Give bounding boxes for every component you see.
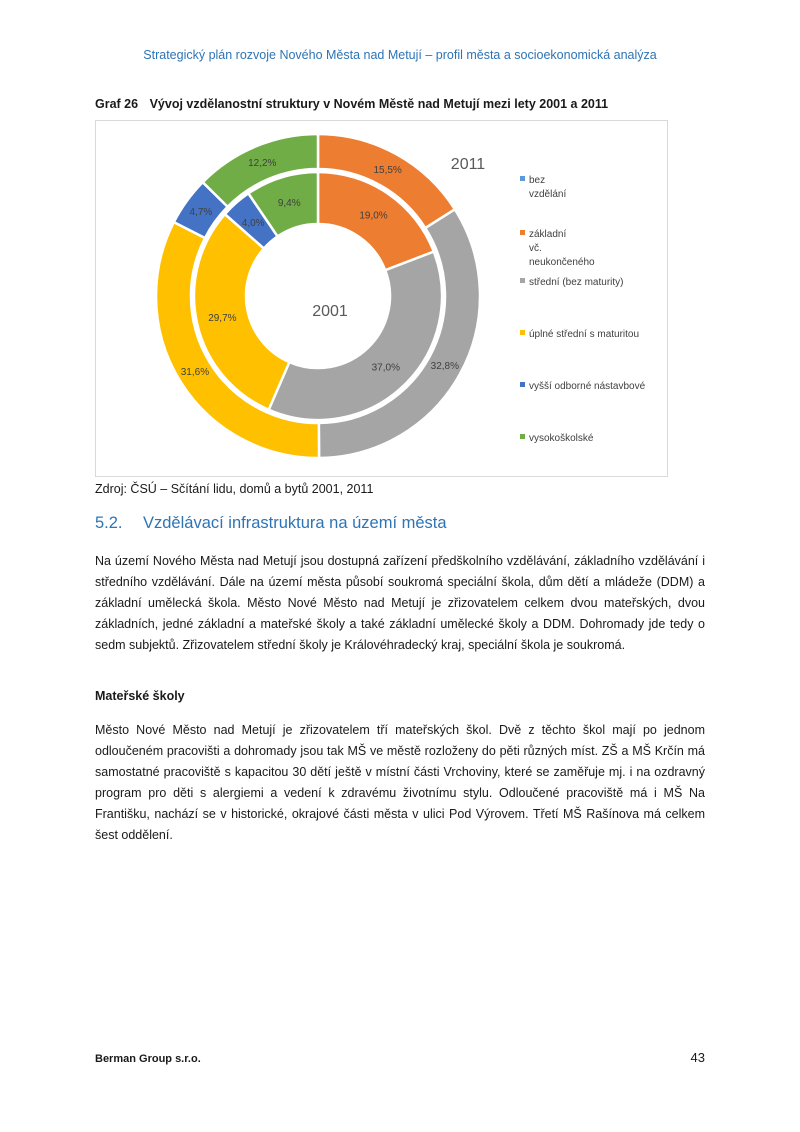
legend-label-1-2: neukončeného <box>529 257 595 268</box>
subsection-heading: Mateřské školy <box>95 689 185 703</box>
figure-number: Graf 26 <box>95 97 139 111</box>
section-number: 5.2. <box>95 514 123 532</box>
legend-swatch-1 <box>520 230 525 235</box>
legend-label-0-0: bez <box>529 175 546 186</box>
figure-title: Vývoj vzdělanostní struktury v Novém Městě nad Metují mezi lety 2001 a 2011 <box>149 97 609 111</box>
data-label-2001-1: 19,0% <box>359 210 388 222</box>
legend-label-5-0: vysokoškolské <box>529 433 594 444</box>
data-label-2011-5: 12,2% <box>248 158 277 170</box>
figure-source: Zdroj: ČSÚ – Sčítání lidu, domů a bytů 2001, 2011 <box>95 482 374 496</box>
page-number: 43 <box>690 1050 705 1065</box>
legend-label-2-0: střední (bez maturity) <box>529 277 624 288</box>
legend-label-1-0: základní <box>529 229 567 240</box>
data-label-2011-3: 31,6% <box>180 367 210 379</box>
legend-label-0-1: vzdělání <box>529 189 567 200</box>
legend-swatch-3 <box>520 330 525 335</box>
chart-canvas <box>96 121 667 476</box>
data-label-2011-4: 4,7% <box>189 206 213 218</box>
figure-caption <box>95 97 608 111</box>
data-label-2001-4: 4,0% <box>241 218 265 230</box>
legend-swatch-2 <box>520 278 525 283</box>
ring-label-2011: 2011 <box>450 156 486 173</box>
section-heading <box>95 514 447 533</box>
data-label-2011-1: 15,5% <box>373 164 402 176</box>
data-label-2001-2: 37,0% <box>371 362 400 374</box>
section-paragraph: Na území Nového Města nad Metují jsou dostupná zařízení předškolního vzdělávání, základního vzdělávání i středního vzdělávání. Dále na území města působí soukromá speciální škola, dům dětí a mládeže (DDM) a základní umělecká škola. Město Nové Město nad Metují je zřizovatelem celkem dvou mateřských, dvou základních, jedné základní a mateřské školy a také základní umělecké školy a DDM. Dohromady jde tedy o sedm subjektů. Zřizovatelem střední školy je Královéhradecký kraj, speciální škola je soukromá. <box>95 554 705 652</box>
ring-label-2001: 2001 <box>312 303 348 320</box>
data-label-2011-2: 32,8% <box>430 360 460 372</box>
running-header: Strategický plán rozvoje Nového Města nad Metují – profil města a socioekonomická analýza <box>143 48 657 62</box>
legend-label-1-1: vč. <box>529 243 542 254</box>
legend-swatch-4 <box>520 382 525 387</box>
doughnut-chart <box>95 120 668 477</box>
legend-label-4-0: vyšší odborné nástavbové <box>529 381 646 392</box>
section-title: Vzdělávací infrastruktura na území města <box>143 514 447 532</box>
data-label-2001-5: 9,4% <box>277 197 301 209</box>
subsection-paragraph: Město Nové Město nad Metují je zřizovatelem tří mateřských škol. Dvě z těchto škol mají po jednom odloučeném pracovišti a dohromady jsou tak MŠ ve městě rozloženy do pěti různých míst. ZŠ a MŠ Krčín má samostatné pracoviště s kapacitou 30 dětí ještě v místní části Vrchoviny, které se zaměřuje mj. i na ozdravný program pro děti s alergiemi a vedení k zdravému životnímu stylu. Odloučené pracoviště má i MŠ Na Františku, nachází se v historické, okrajové části města v ulici Pod Výrovem. Třetí MŠ Rašínova má celkem šest oddělení. <box>95 723 705 842</box>
footer-company: Berman Group s.r.o. <box>95 1053 201 1065</box>
legend-swatch-5 <box>520 434 525 439</box>
legend-label-3-0: úplné střední s maturitou <box>529 329 640 340</box>
data-label-2001-3: 29,7% <box>208 312 237 324</box>
legend-swatch-0 <box>520 176 525 181</box>
